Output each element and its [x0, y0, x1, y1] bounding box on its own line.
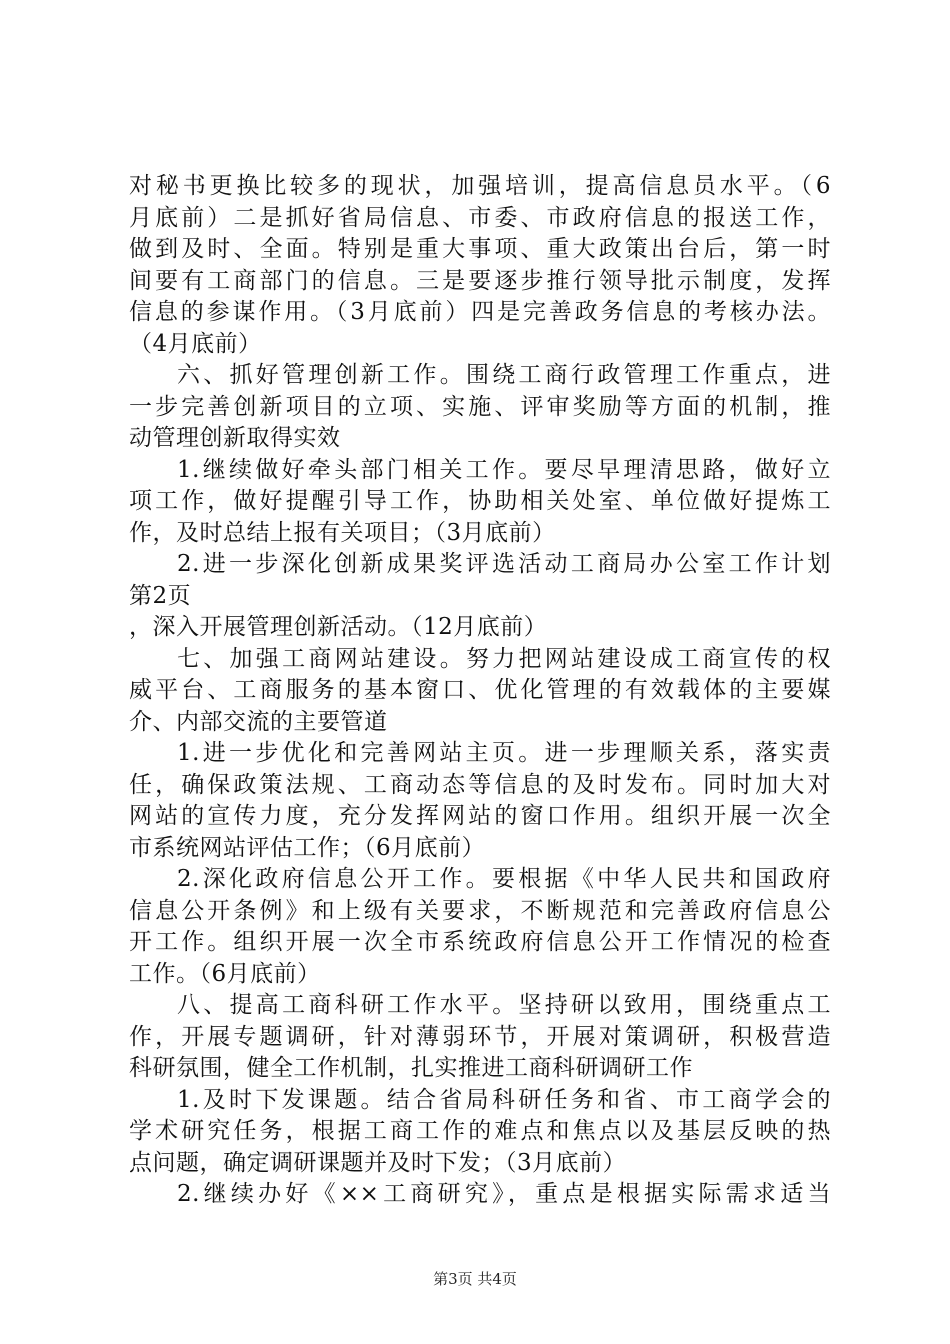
text-line: 第2页 — [129, 582, 192, 609]
text-line: 开工作。组织开展一次全市系统政府信息公开工作情况的检查 — [129, 929, 831, 955]
text-line: 信息的参谋作用。（3月底前）四是完善政务信息的考核办法。 — [129, 299, 831, 325]
text-line: 间要有工商部门的信息。三是要逐步推行领导批示制度，发挥 — [129, 267, 831, 294]
text-line: 市系统网站评估工作；（6月底前） — [129, 834, 486, 861]
text-line: 作，开展专题调研，针对薄弱环节，开展对策调研，积极营造 — [129, 1023, 831, 1050]
text-line: 2.继续办好《××工商研究》，重点是根据实际需求适当 — [177, 1181, 831, 1207]
text-line: 科研氛围，健全工作机制，扎实推进工商科研调研工作 — [129, 1055, 693, 1081]
text-line: 对秘书更换比较多的现状，加强培训，提高信息员水平。（6 — [129, 173, 831, 199]
text-line: 2.深化政府信息公开工作。要根据《中华人民共和国政府 — [177, 866, 831, 892]
text-line: 信息公开条例》和上级有关要求，不断规范和完善政府信息公 — [129, 897, 831, 924]
text-line: 2.进一步深化创新成果奖评选活动工商局办公室工作计划 — [177, 551, 831, 577]
text-line: 一步完善创新项目的立项、实施、评审奖励等方面的机制，推 — [129, 393, 831, 420]
text-line: 1.进一步优化和完善网站主页。进一步理顺关系，落实责 — [177, 740, 831, 766]
text-line: 六、抓好管理创新工作。围绕工商行政管理工作重点，进 — [177, 362, 831, 388]
text-line: 1.继续做好牵头部门相关工作。要尽早理清思路，做好立 — [177, 456, 831, 483]
text-line: 月底前）二是抓好省局信息、市委、市政府信息的报送工作， — [129, 204, 831, 231]
page-footer: 第3页 共4页 — [433, 1270, 517, 1288]
text-line: 项工作，做好提醒引导工作，协助相关处室、单位做好提炼工 — [129, 488, 831, 514]
text-line: 任，确保政策法规、工商动态等信息的及时发布。同时加大对 — [129, 771, 831, 798]
text-line: 八、提高工商科研工作水平。坚持研以致用，围绕重点工 — [177, 992, 831, 1018]
text-line: ，深入开展管理创新活动。（12月底前） — [129, 614, 548, 640]
text-line: （4月底前） — [129, 330, 262, 357]
text-line: 作，及时总结上报有关项目；（3月底前） — [129, 519, 556, 546]
text-line: 网站的宣传力度，充分发挥网站的窗口作用。组织开展一次全 — [129, 803, 831, 829]
text-line: 学术研究任务，根据工商工作的难点和焦点以及基层反映的热 — [129, 1118, 831, 1144]
text-line: 1.及时下发课题。结合省局科研任务和省、市工商学会的 — [177, 1086, 831, 1113]
text-line: 威平台、工商服务的基本窗口、优化管理的有效载体的主要媒 — [129, 677, 831, 703]
text-line: 七、加强工商网站建设。努力把网站建设成工商宣传的权 — [177, 645, 831, 672]
text-line: 介、内部交流的主要管道 — [129, 708, 388, 735]
text-line: 做到及时、全面。特别是重大事项、重大政策出台后，第一时 — [129, 236, 831, 262]
text-line: 工作。（6月底前） — [129, 960, 321, 987]
text-line: 点问题，确定调研课题并及时下发；（3月底前） — [129, 1149, 627, 1176]
text-line: 动管理创新取得实效 — [129, 425, 341, 451]
document-body — [129, 171, 831, 1211]
